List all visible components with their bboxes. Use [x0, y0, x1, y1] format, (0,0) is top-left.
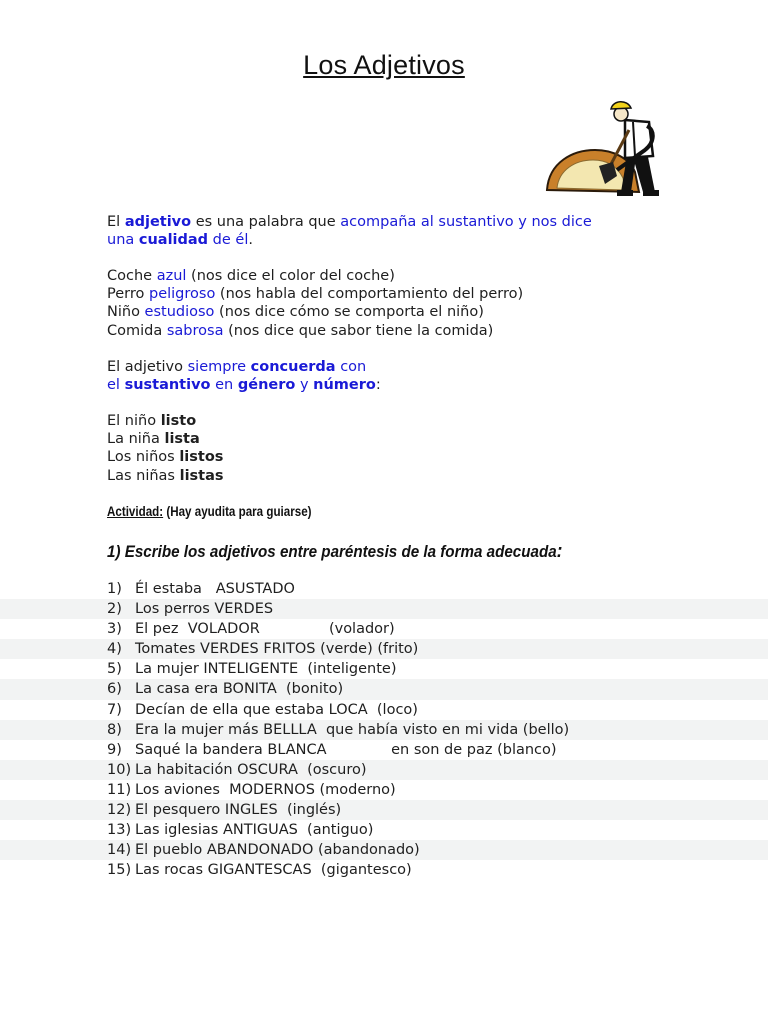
definition-highlight: acompaña al sustantivo y nos dice [340, 214, 592, 230]
examples-list [107, 267, 523, 340]
keyword-concuerda: concuerda [250, 359, 336, 375]
item-number: 14) [107, 842, 132, 859]
example-note: (nos dice cómo se comporta el niño) [214, 304, 484, 321]
item-number: 3) [107, 621, 122, 638]
gender-example-line [107, 430, 224, 448]
item-number: 12) [107, 802, 132, 819]
list-item [0, 800, 768, 820]
agreement-highlight: siempre [187, 359, 251, 375]
item-number: 5) [107, 661, 122, 678]
example-adjective: peligroso [148, 286, 216, 303]
page-title: Los Adjetivos [303, 50, 465, 80]
item-text: El pez VOLADOR (volador) [135, 621, 395, 638]
example-noun: Niño [107, 304, 145, 321]
item-text: Saqué la bandera BLANCA en son de paz (blanco) [135, 741, 557, 758]
item-text: Las iglesias ANTIGUAS (antiguo) [135, 822, 374, 839]
item-text: Las rocas GIGANTESCAS (gigantesco) [135, 862, 412, 879]
gender-example-noun: La niña [107, 431, 165, 448]
definition-paragraph [107, 213, 592, 249]
item-text: Los aviones MODERNOS (moderno) [135, 781, 396, 798]
gender-example-adjective: listos [179, 449, 224, 466]
gender-example-noun: El niño [107, 413, 161, 429]
item-text: Era la mujer más BELLLA que había visto en mi vida (bello) [135, 721, 570, 738]
example-adjective: azul [156, 268, 187, 284]
item-text: Los perros VERDES [135, 601, 274, 618]
list-item [0, 579, 768, 599]
example-note: (nos dice el color del coche) [186, 268, 395, 284]
agreement-highlight: y [295, 377, 314, 394]
list-item [0, 840, 768, 860]
example-adjective: sabrosa [166, 322, 224, 339]
example-noun: Coche [107, 268, 157, 284]
keyword-cualidad: cualidad [138, 232, 209, 249]
list-item [0, 639, 768, 659]
list-item [0, 679, 768, 699]
gender-example-line [107, 412, 224, 430]
item-number: 11) [107, 781, 132, 798]
list-item [0, 599, 768, 619]
gender-example-line [107, 467, 224, 485]
item-text: El pesquero INGLES (inglés) [135, 802, 342, 819]
definition-text: El [107, 214, 125, 230]
list-item [0, 760, 768, 780]
example-line [107, 285, 523, 303]
gender-examples [107, 412, 224, 485]
agreement-paragraph [107, 358, 381, 394]
list-item [0, 619, 768, 639]
list-item [0, 720, 768, 740]
list-item [0, 820, 768, 840]
agreement-highlight: con [335, 359, 367, 375]
agreement-colon: : [375, 377, 381, 394]
gender-example-adjective: lista [164, 431, 200, 448]
keyword-numero: número [313, 377, 376, 394]
keyword-adjetivo: adjetivo [124, 214, 192, 230]
item-number: 1) [107, 581, 122, 597]
list-item [0, 659, 768, 679]
item-text: La mujer INTELIGENTE (inteligente) [135, 661, 397, 678]
item-number: 8) [107, 721, 122, 738]
item-text: La habitación OSCURA (oscuro) [135, 761, 367, 778]
list-item [0, 780, 768, 800]
activity-note: (Hay ayudita para guiarse) [163, 504, 312, 519]
gender-example-line [107, 448, 224, 466]
example-note: (nos habla del comportamiento del perro) [215, 286, 524, 303]
item-number: 10) [107, 761, 132, 778]
exercise-colon: : [556, 541, 563, 562]
gender-example-adjective: listas [179, 467, 224, 484]
gender-example-noun: Las niñas [107, 467, 180, 484]
definition-text: es una palabra que [191, 214, 341, 230]
gender-example-adjective: listo [160, 413, 197, 429]
gender-example-noun: Los niños [107, 449, 180, 466]
item-number: 9) [107, 741, 122, 758]
list-item [0, 700, 768, 720]
item-number: 6) [107, 681, 122, 698]
example-noun: Comida [107, 322, 167, 339]
item-number: 4) [107, 641, 122, 658]
item-text: El pueblo ABANDONADO (abandonado) [135, 842, 420, 859]
item-number: 2) [107, 601, 122, 618]
example-adjective: estudioso [144, 304, 215, 321]
definition-highlight: una [107, 232, 139, 249]
item-number: 15) [107, 862, 132, 879]
item-text: Decían de ella que estaba LOCA (loco) [135, 701, 418, 718]
item-text: La casa era BONITA (bonito) [135, 681, 344, 698]
definition-period: . [248, 232, 253, 249]
example-note: (nos dice que sabor tiene la comida) [223, 322, 494, 339]
definition-highlight: de él [208, 232, 249, 249]
agreement-highlight: el [107, 377, 125, 394]
exercise-title [107, 541, 563, 563]
item-number: 13) [107, 822, 132, 839]
example-line [107, 303, 523, 321]
list-item [0, 860, 768, 880]
agreement-text: El adjetivo [107, 359, 188, 375]
example-line [107, 267, 523, 285]
item-text: Tomates VERDES FRITOS (verde) (frito) [135, 641, 419, 658]
example-line [107, 322, 523, 340]
item-number: 7) [107, 701, 122, 718]
example-noun: Perro [107, 286, 149, 303]
activity-heading [107, 504, 312, 519]
exercise-list [0, 579, 768, 880]
activity-label: Actividad: [107, 504, 164, 519]
keyword-genero: género [237, 377, 296, 394]
keyword-sustantivo: sustantivo [124, 377, 211, 394]
worker-with-shovel-icon [543, 100, 663, 198]
agreement-highlight: en [210, 377, 238, 394]
list-item [0, 740, 768, 760]
exercise-instruction: 1) Escribe los adjetivos entre paréntesis de la forma adecuada [107, 543, 557, 561]
item-text: Él estaba ASUSTADO [135, 581, 295, 597]
